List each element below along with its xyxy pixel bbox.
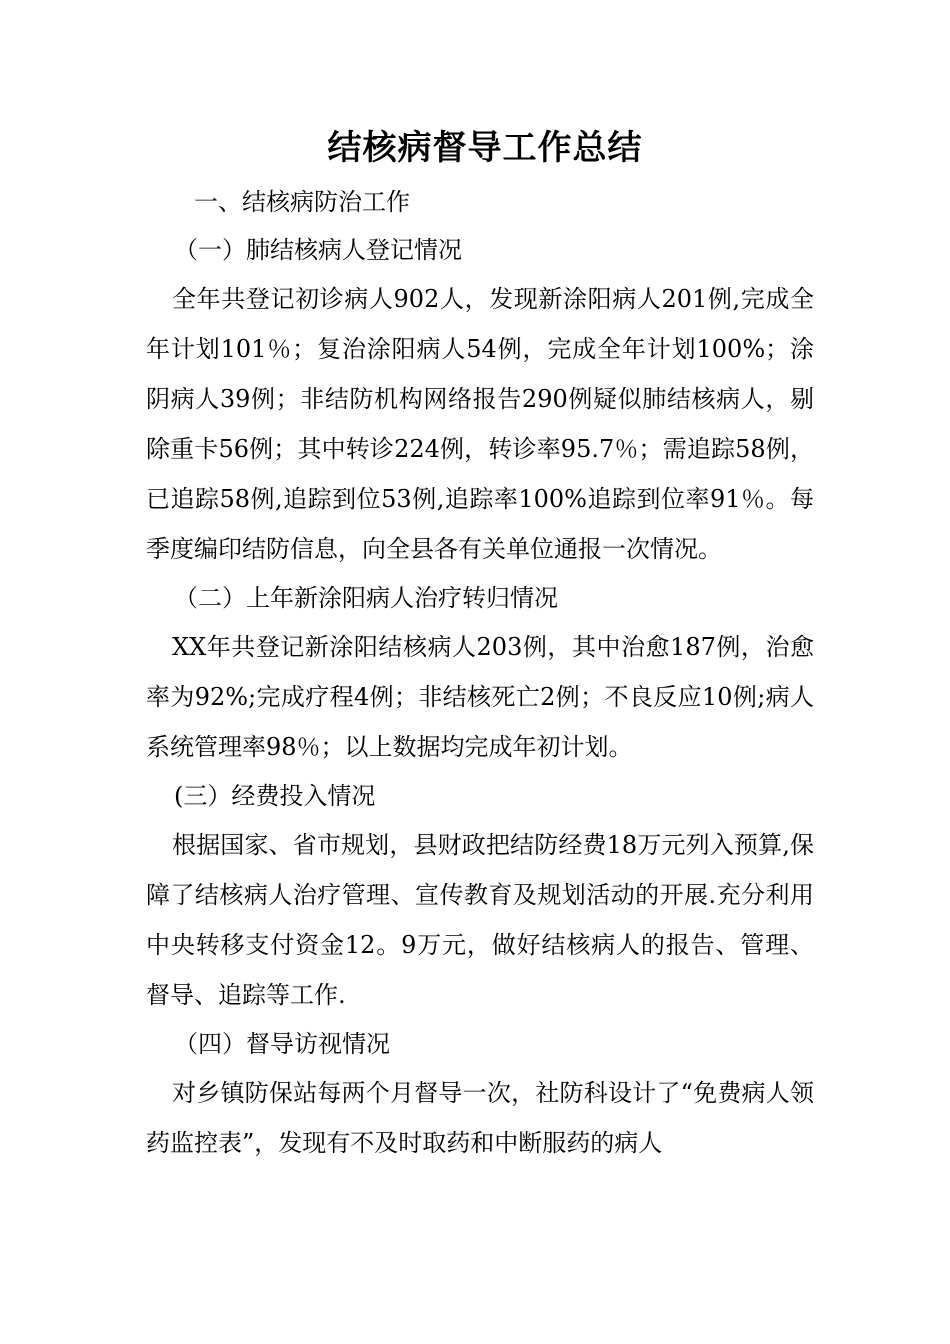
subsection-heading-3: (三）经费投入情况 bbox=[174, 782, 376, 810]
paragraph-funding: 根据国家、省市规划，县财政把结防经费18万元列入预算,保障了结核病人治疗管理、宣传教育及规划活动的开展.充分利用中央转移支付资金12。9万元，做好结核病人的报告、管理、督导、追踪等工作. bbox=[146, 831, 814, 1009]
section-heading-1: 一、结核病防治工作 bbox=[194, 188, 410, 216]
subsection-heading-1: （一）肺结核病人登记情况 bbox=[174, 236, 462, 264]
document-body bbox=[146, 178, 814, 1168]
paragraph-registration: 全年共登记初诊病人902人，发现新涂阳病人201例,完成全年计划101％；复治涂阳病人54例，完成全年计划100%；涂阴病人39例；非结防机构网络报告290例疑似肺结核病人，剔除重卡56例；其中转诊224例，转诊率95.7％；需追踪58例，已追踪58例,追踪到位53例,追踪率100%追踪到位率91％。每季度编印结防信息，向全县各有关单位通报一次情况。 bbox=[146, 285, 814, 563]
document-title: 结核病督导工作总结 bbox=[327, 128, 643, 168]
paragraph-treatment-outcome: XX年共登记新涂阳结核病人203例，其中治愈187例，治愈率为92%;完成疗程4例；非结核死亡2例；不良反应10例;病人系统管理率98％；以上数据均完成年初计划。 bbox=[146, 633, 814, 761]
subsection-heading-2: （二）上年新涂阳病人治疗转归情况 bbox=[174, 584, 558, 612]
paragraph-supervision: 对乡镇防保站每两个月督导一次，社防科设计了“免费病人领药监控表”，发现有不及时取药和中断服药的病人 bbox=[146, 1079, 814, 1157]
subsection-heading-4: （四）督导访视情况 bbox=[174, 1030, 390, 1058]
